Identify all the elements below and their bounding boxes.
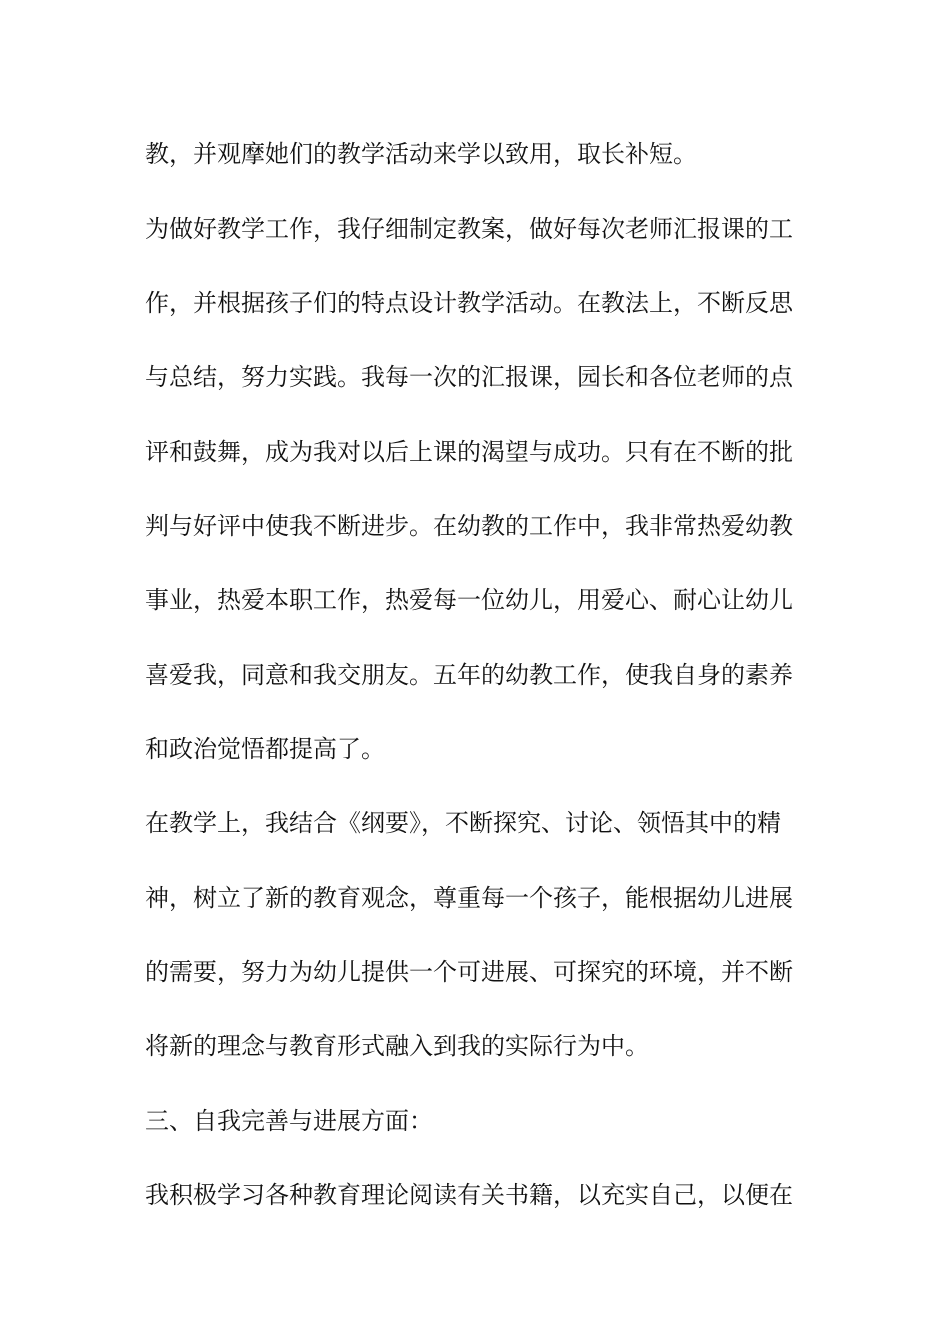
text-line: 判与好评中使我不断进步。在幼教的工作中，我非常热爱幼教 [145,512,793,540]
text-line: 教，并观摩她们的教学活动来学以致用，取长补短。 [145,140,697,168]
text-line: 我积极学习各种教育理论阅读有关书籍，以充实自己，以便在 [145,1181,793,1209]
text-line: 将新的理念与教育形式融入到我的实际行为中。 [145,1032,649,1060]
text-line: 神，树立了新的教育观念，尊重每一个孩子，能根据幼儿进展 [145,884,793,912]
text-line: 与总结，努力实践。我每一次的汇报课，园长和各位老师的点 [145,363,793,391]
text-line: 和政治觉悟都提高了。 [145,735,385,763]
text-line: 评和鼓舞，成为我对以后上课的渴望与成功。只有在不断的批 [145,438,793,466]
text-line: 喜爱我，同意和我交朋友。五年的幼教工作，使我自身的素养 [145,661,793,689]
text-line: 的需要，努力为幼儿提供一个可进展、可探究的环境，并不断 [145,958,793,986]
text-line: 为做好教学工作，我仔细制定教案，做好每次老师汇报课的工 [145,215,793,243]
text-line: 事业，热爱本职工作，热爱每一位幼儿，用爱心、耐心让幼儿 [145,586,793,614]
text-line: 作，并根据孩子们的特点设计教学活动。在教法上，不断反思 [145,289,793,317]
text-line: 在教学上，我结合《纲要》，不断探究、讨论、领悟其中的精 [145,809,781,837]
section-heading: 三、自我完善与进展方面： [145,1107,433,1135]
